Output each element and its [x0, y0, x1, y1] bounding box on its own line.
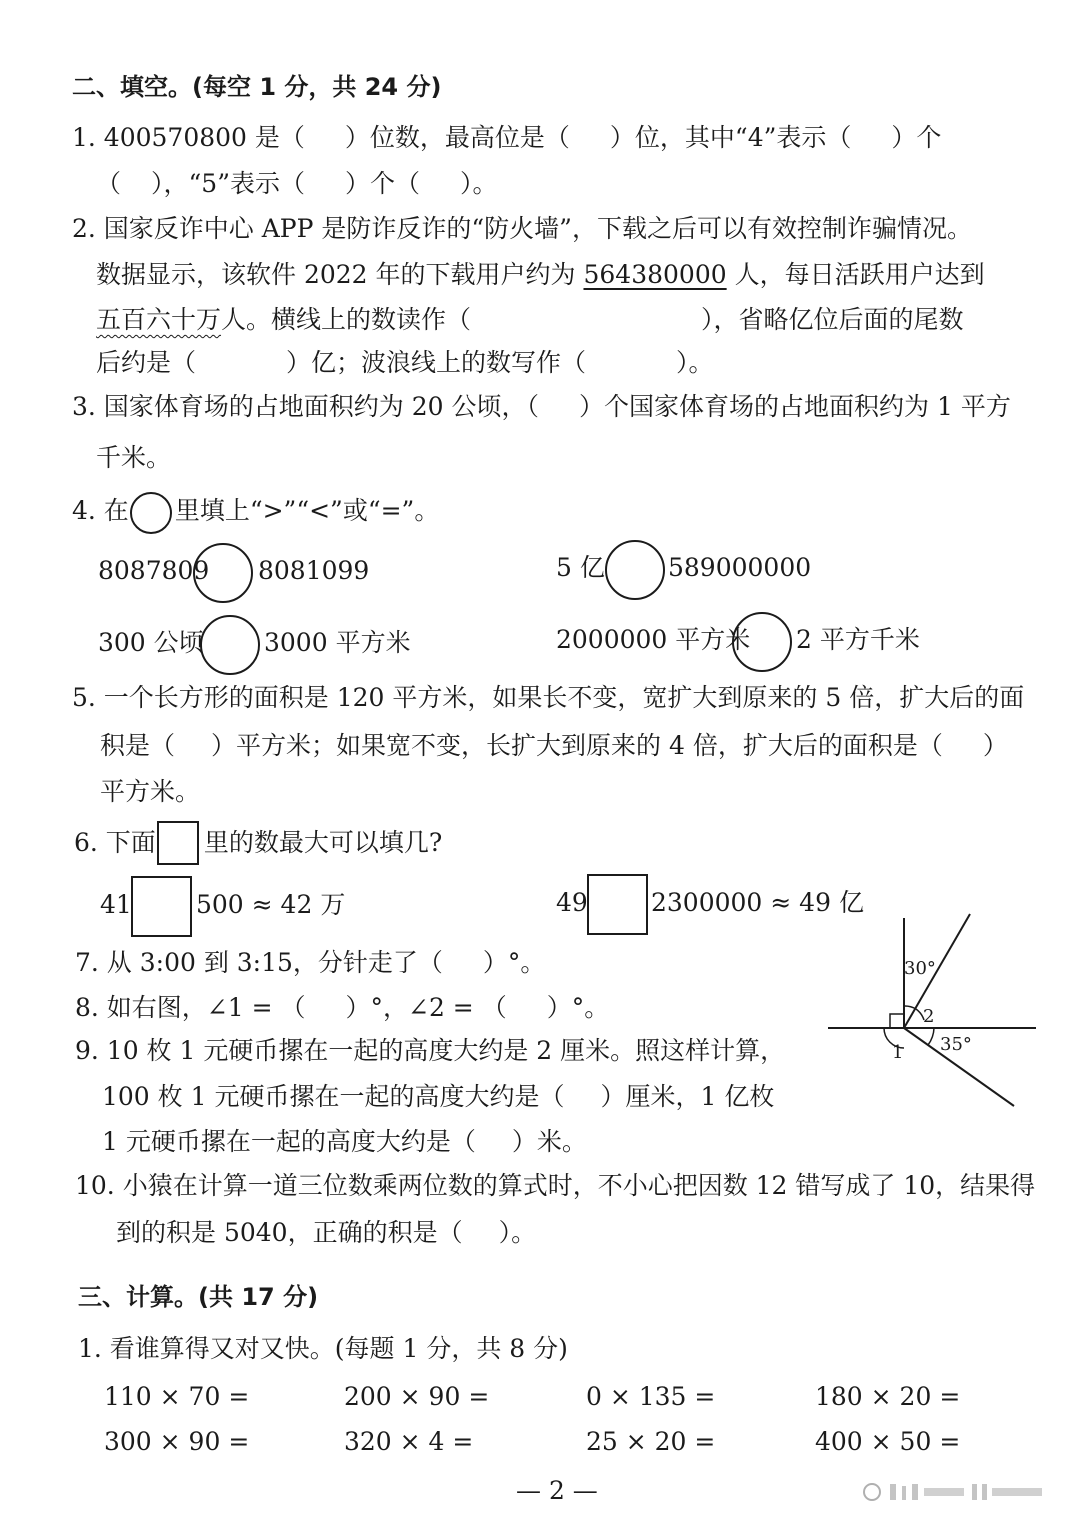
compare-1-right: 8081099: [258, 556, 370, 585]
compare-4-circle[interactable]: [732, 612, 792, 672]
question-2-line-3: 五百六十万人。横线上的数读作（ ），省略亿位后面的尾数: [96, 305, 964, 334]
section-2-heading: 二、填空。(每空 1 分，共 24 分): [72, 73, 442, 101]
calc-r2-c3: 25 × 20 =: [586, 1427, 716, 1456]
question-6-line-1: 6. 下面 里的数最大可以填几?: [74, 828, 443, 857]
calc-r2-c1: 300 × 90 =: [104, 1427, 250, 1456]
compare-3-right: 3000 平方米: [264, 628, 411, 657]
question-9-line-3: 1 元硬币摞在一起的高度大约是（ ）米。: [102, 1127, 587, 1156]
estimate-b-right: 2300000 ≈ 49 亿: [651, 888, 864, 917]
estimate-b-box[interactable]: [587, 874, 648, 935]
compare-3-left: 300 公顷: [98, 628, 204, 657]
page-number: — 2 —: [516, 1476, 598, 1505]
angle-35-label: 35°: [940, 1034, 972, 1055]
estimate-a-left: 41: [100, 890, 132, 919]
calc-r2-c2: 320 × 4 =: [344, 1427, 474, 1456]
question-2-line-2: 数据显示，该软件 2022 年的下载用户约为 564380000 人，每日活跃用户达到: [96, 260, 985, 289]
question-3-line-2: 千米。: [96, 443, 172, 472]
compare-2-right: 589000000: [668, 553, 812, 582]
question-2-line-1: 2. 国家反诈中心 APP 是防诈反诈的“防火墙”，下载之后可以有效控制诈骗情况。: [72, 214, 972, 243]
watermark-icon: [860, 1482, 1056, 1504]
fill-square-icon: [157, 821, 199, 865]
question-7: 7. 从 3:00 到 3:15，分针走了（ ）°。: [75, 948, 546, 977]
calc-r2-c4: 400 × 50 =: [815, 1427, 961, 1456]
compare-1-left: 8087809: [98, 556, 210, 585]
question-9-line-2: 100 枚 1 元硬币摞在一起的高度大约是（ ）厘米，1 亿枚: [102, 1082, 775, 1111]
angle-2-label: 2: [923, 1006, 935, 1027]
wavy-underlined-number: 五百六十万: [96, 305, 222, 334]
section-3-subquestion-1: 1. 看谁算得又对又快。(每题 1 分，共 8 分): [78, 1334, 568, 1363]
question-3-line-1: 3. 国家体育场的占地面积约为 20 公顷，（ ）个国家体育场的占地面积约为 1 平方: [72, 392, 1011, 421]
section-3-heading: 三、计算。(共 17 分): [78, 1283, 319, 1311]
compare-2-circle[interactable]: [605, 540, 665, 600]
underlined-number: 564380000: [583, 260, 727, 289]
estimate-b-left: 49: [556, 888, 588, 917]
angle-1-label: 1: [892, 1042, 904, 1063]
compare-3-circle[interactable]: [200, 615, 260, 675]
calc-r1-c4: 180 × 20 =: [815, 1382, 961, 1411]
question-9-line-1: 9. 10 枚 1 元硬币摞在一起的高度大约是 2 厘米。照这样计算，: [75, 1036, 786, 1065]
question-5-line-1: 5. 一个长方形的面积是 120 平方米，如果长不变，宽扩大到原来的 5 倍，扩大后的面: [72, 683, 1025, 712]
question-1-line-2: （ ），“5”表示（ ）个（ ）。: [96, 169, 498, 198]
angle-30-label: 30°: [904, 958, 936, 979]
question-5-line-2: 积是（ ）平方米；如果宽不变，长扩大到原来的 4 倍，扩大后的面积是（ ）: [100, 731, 1008, 760]
compare-4-right: 2 平方千米: [796, 625, 920, 654]
right-angle-mark: [890, 1014, 904, 1028]
estimate-a-box[interactable]: [131, 876, 192, 937]
calc-r1-c3: 0 × 135 =: [586, 1382, 716, 1411]
compare-1-circle[interactable]: [193, 543, 253, 603]
calc-r1-c2: 200 × 90 =: [344, 1382, 490, 1411]
question-8: 8. 如右图，∠1 = （ ）°，∠2 = （ ）°。: [75, 993, 610, 1022]
angle-figure: [822, 908, 1042, 1118]
question-4-line-1: 4. 在 里填上“>”“<”或“=”。: [72, 496, 440, 525]
compare-circle-icon: [130, 492, 172, 534]
question-10-line-2: 到的积是 5040，正确的积是（ ）。: [116, 1218, 537, 1247]
question-5-line-3: 平方米。: [100, 777, 201, 806]
compare-4-left: 2000000 平方米: [556, 625, 751, 654]
question-10-line-1: 10. 小猿在计算一道三位数乘两位数的算式时，不小心把因数 12 错写成了 10，结果得: [75, 1171, 1036, 1200]
compare-2-left: 5 亿: [556, 553, 605, 582]
question-2-line-4: 后约是（ ）亿；波浪线上的数写作（ ）。: [96, 348, 714, 377]
question-1-line-1: 1. 400570800 是（ ）位数，最高位是（ ）位，其中“4”表示（ ）个: [72, 123, 942, 152]
estimate-a-right: 500 ≈ 42 万: [196, 890, 346, 919]
calc-r1-c1: 110 × 70 =: [104, 1382, 250, 1411]
